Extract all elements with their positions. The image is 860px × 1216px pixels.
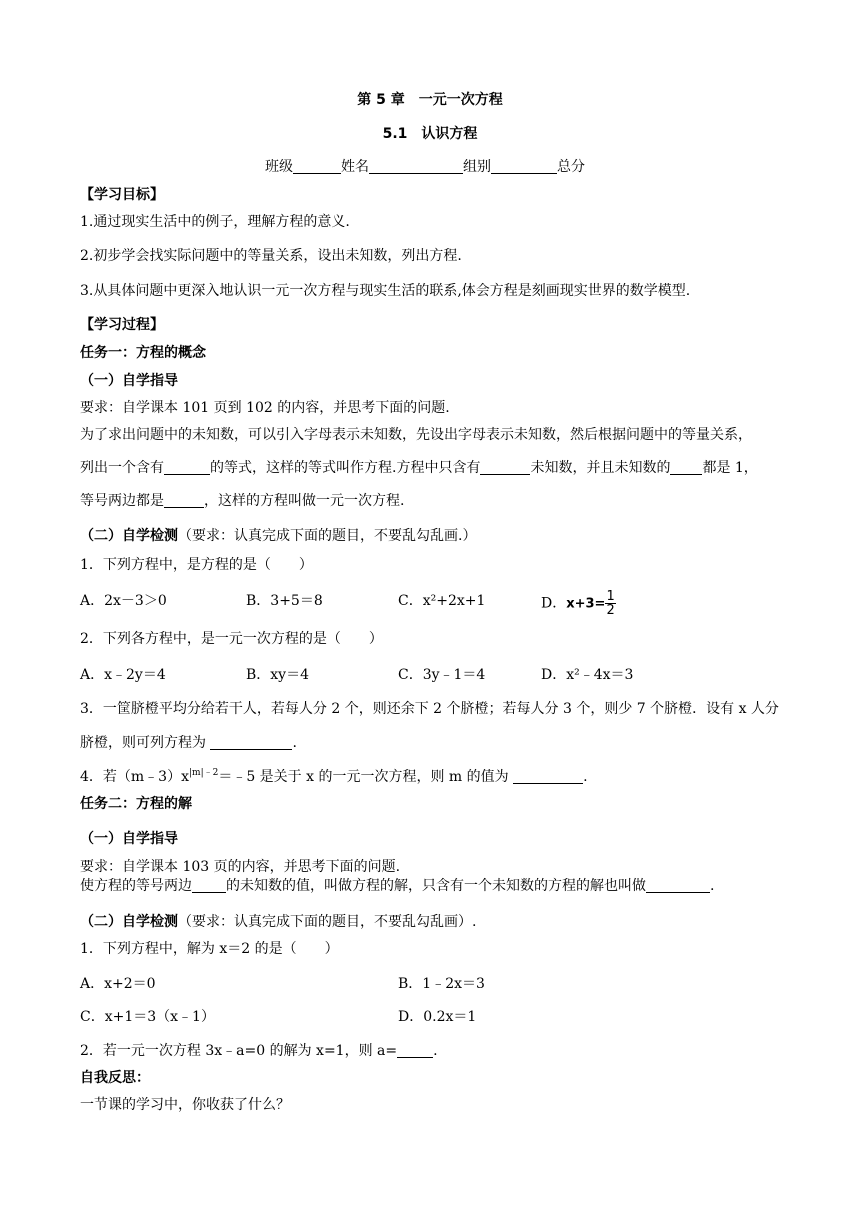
goal-item: 2.初步学会找实际问题中的等量关系，设出未知数，列出方程.	[80, 248, 462, 264]
task1-para-line1: 为了求出问题中的未知数，可以引入字母表示未知数，先设出字母表示未知数，然后根据问题中的等量关系，	[80, 427, 752, 443]
score-label: 总分	[557, 159, 585, 175]
task2-title: 任务二：方程的解	[80, 796, 192, 812]
t1-q2-option-d: D．x²﹣4x＝3	[541, 667, 634, 683]
task2-check-header: （二）自学检测（要求：认真完成下面的题目，不要乱勾乱画）.	[80, 914, 477, 930]
t1-q4: 4．若$(m﹣3)x^{|m|﹣2}=﹣5$ 是关于 x 的一元一次方程，则 m 的值为 .	[80, 768, 588, 785]
process-heading: 【学习过程】	[80, 317, 164, 333]
t1-q1-option-d: D．x+3= $\frac{1}{2}$	[541, 589, 615, 618]
t2-q1-option-a: A．x+2＝0	[80, 976, 156, 992]
t1-q1-option-b: B．3+5＝8	[246, 593, 323, 609]
goal-item: 3.从具体问题中更深入地认识一元一次方程与现实生活的联系,体会方程是刻画现实世界的数学模型.	[80, 283, 691, 299]
t1-q1-option-a: A．2x－3＞0	[80, 593, 167, 609]
t1-q1-option-c: C．x²+2x+1	[398, 593, 486, 609]
chapter-title: 第 5 章 一元一次方程	[357, 92, 503, 108]
task1-guide-title: （一）自学指导	[80, 373, 178, 389]
t1-q2-option-a: A．x﹣2y＝4	[80, 667, 166, 683]
t2-q1-option-c: C．x+1＝3（x﹣1）	[80, 1009, 215, 1025]
reflection-title: 自我反思：	[80, 1070, 150, 1086]
t2-q2: 2．若一元一次方程 3x﹣a=0 的解为 x=1，则 a= .	[80, 1043, 438, 1059]
t1-q1-stem: 1．下列方程中，是方程的是（ ）	[80, 557, 313, 573]
task1-check-header: （二）自学检测（要求：认真完成下面的题目，不要乱勾乱画.）	[80, 528, 477, 544]
blank-degree[interactable]	[670, 460, 702, 475]
student-info	[265, 158, 585, 176]
class-blank[interactable]	[293, 159, 341, 174]
group-label: 组别	[463, 159, 491, 175]
blank-count[interactable]	[480, 460, 530, 475]
blank-unknowns[interactable]	[164, 460, 210, 475]
name-label: 姓名	[341, 159, 369, 175]
t1-q3-line1: 3．一筐脐橙平均分给若干人，若每人分 2 个，则还余下 2 个脐橙；若每人分 3 个，则少 7 个脐橙．设有 x 人分	[80, 701, 779, 717]
task2-requirement: 要求：自学课本 103 页的内容，并思考下面的问题.	[80, 859, 401, 875]
goal-item: 1.通过现实生活中的例子，理解方程的意义.	[80, 214, 350, 230]
task1-para-line2: 列出一个含有 的等式，这样的等式叫作方程.方程中只含有 未知数，并且未知数的 都是 1，	[80, 460, 758, 476]
blank-root[interactable]	[646, 878, 710, 893]
t2-q1-option-d: D．0.2x＝1	[398, 1009, 477, 1025]
blank-sides[interactable]	[164, 493, 204, 508]
blank-equal[interactable]	[192, 878, 226, 893]
answer-blank[interactable]	[513, 769, 583, 784]
answer-blank[interactable]	[397, 1043, 433, 1058]
answer-blank[interactable]	[210, 735, 292, 750]
class-label: 班级	[265, 159, 293, 175]
task2-para: 使方程的等号两边 的未知数的值，叫做方程的解，只含有一个未知数的方程的解也叫做 .	[80, 878, 715, 894]
goals-heading: 【学习目标】	[80, 187, 164, 203]
reflection-prompt: 一节课的学习中，你收获了什么？	[80, 1097, 290, 1113]
task1-title: 任务一：方程的概念	[80, 345, 206, 361]
t2-q1-option-b: B．1﹣2x＝3	[398, 976, 485, 992]
t1-q3-line2: 脐橙，则可列方程为 .	[80, 735, 297, 751]
name-blank[interactable]	[369, 159, 463, 174]
fraction: $\frac{1}{2}$	[606, 589, 615, 618]
t1-q2-option-b: B．xy＝4	[246, 667, 309, 683]
section-title: 5.1 认识方程	[382, 126, 478, 142]
t1-q2-option-c: C．3y﹣1＝4	[398, 667, 486, 683]
task1-para-line3: 等号两边都是 ，这样的方程叫做一元一次方程.	[80, 493, 405, 509]
group-blank[interactable]	[491, 159, 557, 174]
task2-guide-title: （一）自学指导	[80, 831, 178, 847]
t2-q1-stem: 1．下列方程中，解为 x＝2 的是（ ）	[80, 941, 339, 957]
task1-requirement: 要求：自学课本 101 页到 102 的内容，并思考下面的问题.	[80, 400, 450, 416]
t1-q2-stem: 2．下列各方程中，是一元一次方程的是（ ）	[80, 631, 383, 647]
